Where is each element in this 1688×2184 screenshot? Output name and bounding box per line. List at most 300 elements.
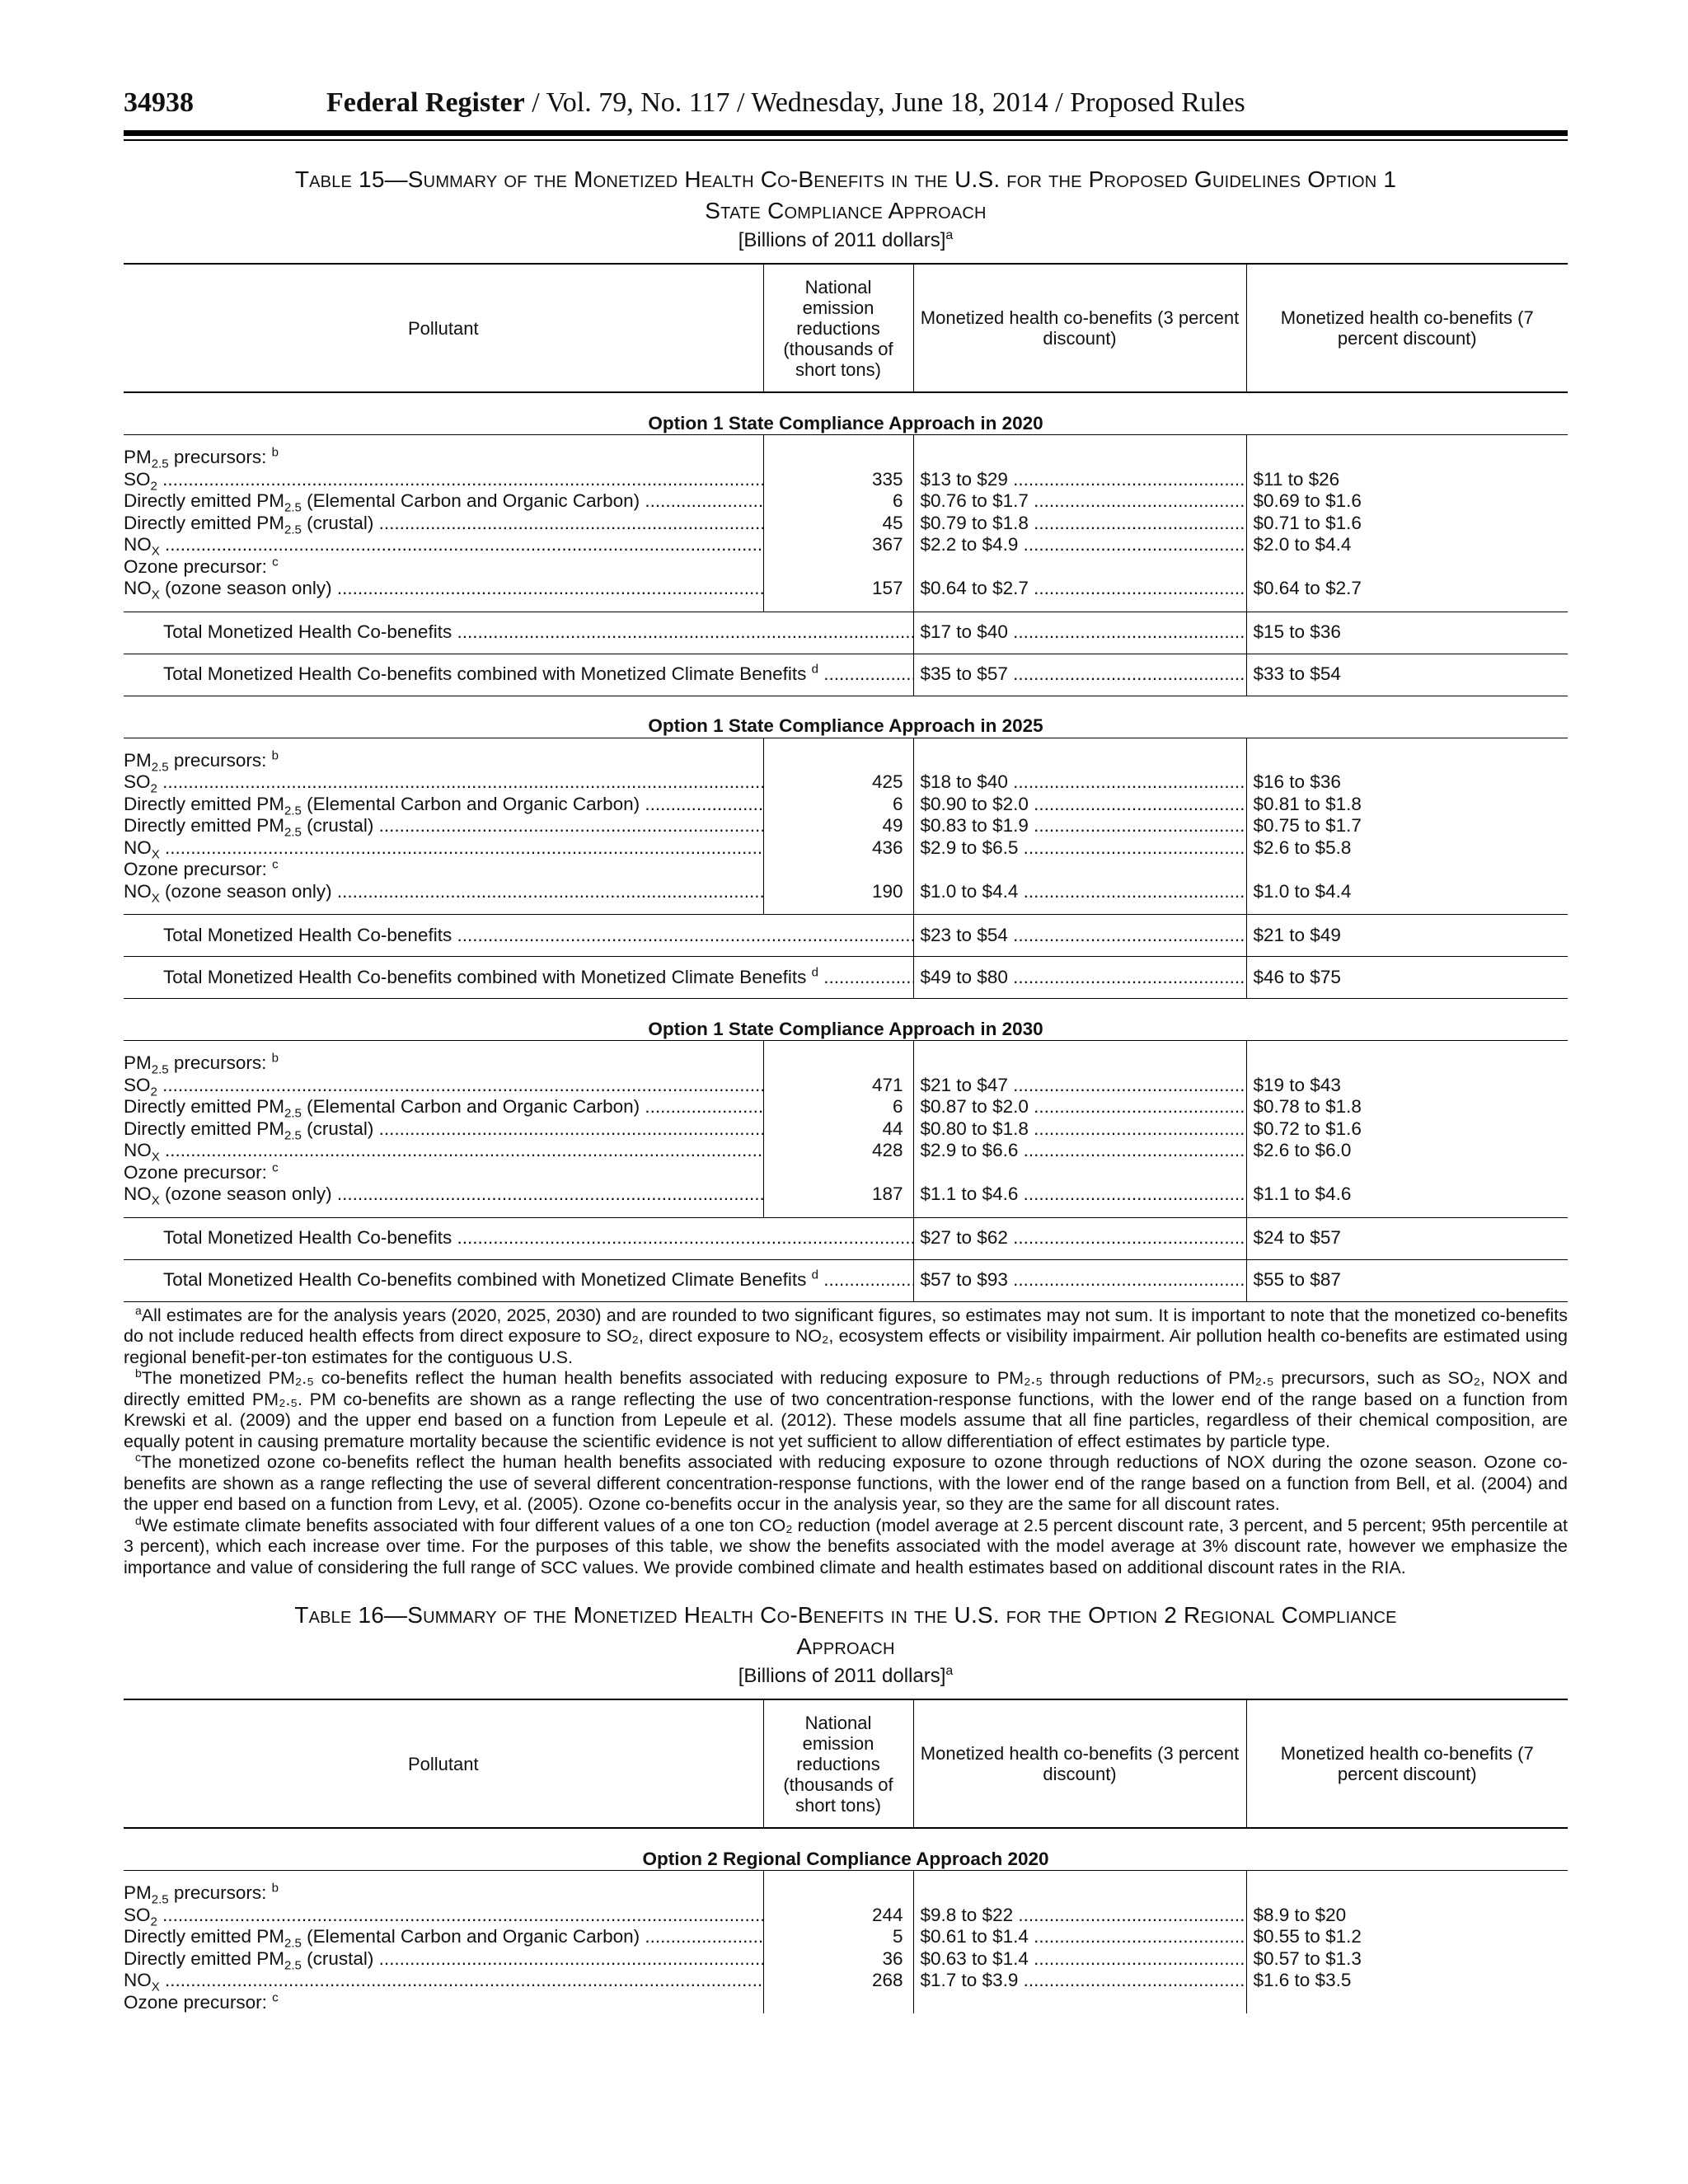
cell-benefits-7pct <box>1246 1183 1568 1206</box>
table15-body <box>124 392 1568 1301</box>
total-climate-7pct-value: $33 to $54 <box>1253 663 1341 685</box>
cell-benefits-3pct <box>913 771 1246 794</box>
footnote-text: We estimate climate benefits associated with four different values of a one ton CO₂ reduction (model average at 2.5 percent discount rate, 3 percent, and 5 percent; 95th percentile at 3 percent), which each increase over time. For the purposes of this table, we show the benefits associated with the model average at 3% discount rate, however we emphasize the importance and value of considering the full range of SCC values. We provide combined climate and health estimates based on additional discount rates in the RIA. <box>124 1515 1568 1577</box>
crustal-label: (crustal) <box>301 512 374 533</box>
cell-reductions <box>763 1075 913 1097</box>
total-7pct-value: $24 to $57 <box>1253 1227 1341 1249</box>
table15-title <box>124 164 1568 227</box>
ozone-precursor-row <box>124 1992 1568 2014</box>
subscript: X <box>151 1980 160 1992</box>
cell-benefits-3pct <box>913 815 1246 837</box>
cell-benefits-3pct <box>913 1992 1246 2014</box>
row-label <box>124 1259 913 1301</box>
cell-benefits-3pct <box>913 534 1246 556</box>
total-3pct-value: $27 to $62 <box>920 1227 1008 1249</box>
cell-benefits-3pct <box>913 1052 1246 1075</box>
cell-benefits-3pct <box>913 1926 1246 1948</box>
ec-oc-row <box>124 1096 1568 1118</box>
benefit-3pct-value: $0.87 to $2.0 <box>920 1096 1029 1117</box>
crustal-label: (crustal) <box>301 1118 374 1139</box>
benefit-7pct-value: $1.6 to $3.5 <box>1253 1970 1352 1990</box>
cell-benefits-3pct <box>913 1217 1246 1259</box>
benefit-3pct-value: $0.76 to $1.7 <box>920 490 1029 511</box>
benefit-7pct-value: $16 to $36 <box>1253 771 1341 792</box>
footnote-ref: d <box>811 662 819 677</box>
cell-benefits-3pct <box>913 1970 1246 1992</box>
benefit-7pct-value: $0.55 to $1.2 <box>1253 1926 1362 1947</box>
pm-label: PM <box>124 447 152 467</box>
table15-subtitle <box>124 228 1568 253</box>
cell-benefits-3pct <box>913 1140 1246 1162</box>
col-header-benefits-3pct: Monetized health co-benefits (3 percent discount) <box>913 1699 1246 1828</box>
cell-reductions <box>763 1183 913 1206</box>
section-heading-row <box>124 696 1568 738</box>
row-label <box>124 469 763 491</box>
row-label <box>124 859 763 881</box>
row-label <box>124 654 913 696</box>
row-label <box>124 1217 913 1259</box>
benefit-7pct-value: $1.1 to $4.6 <box>1253 1183 1352 1204</box>
reduction-value: 5 <box>892 1926 903 1947</box>
row-label <box>124 1118 763 1141</box>
subscript: 2.5 <box>284 825 302 837</box>
cell-benefits-7pct <box>1246 534 1568 556</box>
crustal-row <box>124 1948 1568 1971</box>
nox-row <box>124 1970 1568 1992</box>
ozone-precursor-label: Ozone precursor: <box>124 555 267 577</box>
spacer-row <box>124 738 1568 750</box>
pm-precursors-row <box>124 1882 1568 1905</box>
direct-pm-label: Directly emitted PM <box>124 1926 285 1947</box>
cell-reductions <box>763 1140 913 1162</box>
table16-title-line1: Table 16—Summary of the Monetized Health Co-Benefits in the U.S. for the Option 2 Regional Compliance <box>294 1602 1397 1628</box>
document-page <box>124 82 1568 2013</box>
benefit-3pct-value: $1.1 to $4.6 <box>920 1183 1019 1204</box>
cell-reductions <box>763 1162 913 1184</box>
footnote-ref: b <box>271 447 279 460</box>
cell-reductions <box>763 513 913 535</box>
direct-pm-label: Directly emitted PM <box>124 1947 285 1969</box>
benefit-3pct-value: $0.83 to $1.9 <box>920 815 1029 836</box>
ec-oc-row <box>124 794 1568 816</box>
total-3pct-value: $23 to $54 <box>920 924 1008 945</box>
spacer-row <box>124 1206 1568 1218</box>
reduction-value: 268 <box>871 1970 903 1990</box>
footnote-ref: b <box>271 1882 279 1896</box>
total-climate-row <box>124 957 1568 999</box>
subscript: X <box>151 588 160 600</box>
direct-pm-label: Directly emitted PM <box>124 793 285 814</box>
benefit-3pct-value: $2.9 to $6.6 <box>920 1140 1019 1160</box>
footnote-ref: c <box>272 1991 279 2004</box>
footnote-text: All estimates are for the analysis years (2020, 2025, 2030) and are rounded to two significant figures, so estimates may not sum. It is important to note that the monetized co-benefits do not include reduced health effects from direct exposure to SO₂, direct exposure to NO₂, ecosystem effects or visibility impairment. Air pollution health co-benefits are estimated using regional benefit-per-ton estimates for the contiguous U.S. <box>124 1305 1568 1367</box>
cell-benefits-7pct <box>1246 1217 1568 1259</box>
header-rule-thick <box>124 130 1568 136</box>
cell-benefits-3pct <box>913 612 1246 654</box>
cell-benefits-7pct <box>1246 1905 1568 1927</box>
footnote-text: The monetized PM₂.₅ co-benefits reflect the human health benefits associated with reducing exposure to PM₂.₅ through reductions of PM₂.₅ precursors, such as SO₂, NOX and directly emitted PM₂.₅. PM co-benefits are shown as a range reflecting the use of two concentration-response functions, with the lower end of the range based on a function from Krewski et al. (2009) and the upper end based on a function from Lepeule et al. (2012). These models assume that all fine particles, regardless of their chemical composition, are equally potent in causing premature mortality because the scientific evidence is not yet sufficient to allow differentiation of effect estimates by particle type. <box>124 1368 1568 1451</box>
total-climate-3pct-value: $35 to $57 <box>920 663 1008 685</box>
benefit-3pct-value: $0.63 to $1.4 <box>920 1947 1029 1969</box>
cell-benefits-7pct <box>1246 1118 1568 1141</box>
row-label <box>124 1096 763 1118</box>
subscript: X <box>151 891 160 902</box>
table15 <box>124 263 1568 1302</box>
reduction-value: 335 <box>871 468 903 490</box>
cell-benefits-3pct <box>913 794 1246 816</box>
pm-precursors-row <box>124 750 1568 772</box>
direct-pm-label: Directly emitted PM <box>124 512 285 533</box>
cell-benefits-7pct <box>1246 612 1568 654</box>
cell-benefits-7pct <box>1246 1075 1568 1097</box>
subscript: 2.5 <box>284 1106 302 1118</box>
benefit-7pct-value: $0.64 to $2.7 <box>1253 578 1362 598</box>
reduction-value: 6 <box>892 490 903 511</box>
total-7pct-value: $21 to $49 <box>1253 924 1341 945</box>
benefit-3pct-value: $2.9 to $6.5 <box>920 837 1019 858</box>
reduction-value: 157 <box>871 578 903 598</box>
benefit-3pct-value: $18 to $40 <box>920 771 1008 792</box>
cell-benefits-3pct <box>913 915 1246 957</box>
cell-reductions <box>763 1118 913 1141</box>
total-row <box>124 915 1568 957</box>
table16-units: [Billions of 2011 dollars] <box>738 1665 946 1687</box>
footnote-marker: c <box>135 1450 141 1464</box>
so2-label: SO <box>124 468 151 490</box>
total-climate-row <box>124 654 1568 696</box>
crustal-label: (crustal) <box>301 815 374 836</box>
so2-label: SO <box>124 771 151 792</box>
crustal-row <box>124 815 1568 837</box>
row-label <box>124 447 763 469</box>
row-label <box>124 1052 763 1075</box>
cell-benefits-3pct <box>913 859 1246 881</box>
total-climate-label: Total Monetized Health Co-benefits combined with Monetized Climate Benefits <box>163 663 807 685</box>
cell-reductions <box>763 490 913 513</box>
pm-precursors-row <box>124 447 1568 469</box>
benefit-3pct-value: $1.7 to $3.9 <box>920 1970 1019 1990</box>
subscript: 2.5 <box>284 523 302 534</box>
pm-label: PM <box>124 749 152 771</box>
footnote-ref: a <box>945 1664 954 1678</box>
reduction-value: 6 <box>892 793 903 814</box>
total-climate-label: Total Monetized Health Co-benefits combined with Monetized Climate Benefits <box>163 1269 807 1291</box>
benefit-7pct-value: $0.71 to $1.6 <box>1253 512 1362 533</box>
footnote-marker: b <box>135 1366 142 1380</box>
benefit-7pct-value: $0.78 to $1.8 <box>1253 1096 1362 1117</box>
cell-reductions <box>763 1926 913 1948</box>
subscript: 2.5 <box>284 1958 302 1970</box>
ec-oc-label: (Elemental Carbon and Organic Carbon) <box>301 1096 640 1117</box>
reduction-value: 44 <box>882 1118 903 1139</box>
footnote-ref: c <box>272 1161 279 1174</box>
col-header-pollutant: Pollutant <box>124 264 763 392</box>
row-label <box>124 1992 763 2014</box>
benefit-3pct-value: $21 to $47 <box>920 1074 1008 1095</box>
cell-benefits-3pct <box>913 750 1246 772</box>
nox-label: NO <box>124 534 152 555</box>
row-label <box>124 1905 763 1927</box>
publication-line: Federal Register / Vol. 79, No. 117 / Wednesday, June 18, 2014 / Proposed Rules <box>326 87 1245 118</box>
cell-benefits-7pct <box>1246 1052 1568 1075</box>
pm-precursors-label: precursors: <box>168 1882 267 1903</box>
subscript: 2 <box>150 479 157 490</box>
cell-benefits-7pct <box>1246 1259 1568 1301</box>
total-label: Total Monetized Health Co-benefits <box>163 924 452 945</box>
cell-reductions <box>763 750 913 772</box>
cell-benefits-3pct <box>913 490 1246 513</box>
row-label <box>124 957 913 999</box>
cell-benefits-3pct <box>913 1259 1246 1301</box>
total-climate-row <box>124 1259 1568 1301</box>
ozone-precursor-label: Ozone precursor: <box>124 1161 267 1183</box>
ec-oc-label: (Elemental Carbon and Organic Carbon) <box>301 793 640 814</box>
cell-benefits-3pct <box>913 1882 1246 1905</box>
benefit-7pct-value: $2.6 to $6.0 <box>1253 1140 1352 1160</box>
cell-benefits-7pct <box>1246 915 1568 957</box>
reduction-value: 36 <box>882 1947 903 1969</box>
cell-reductions <box>763 447 913 469</box>
reduction-value: 187 <box>871 1183 903 1204</box>
row-label <box>124 794 763 816</box>
so2-label: SO <box>124 1074 151 1095</box>
so2-row <box>124 771 1568 794</box>
col-header-reductions: National emission reductions (thousands of short tons) <box>763 264 913 392</box>
table15-title-line2: State Compliance Approach <box>705 198 987 223</box>
footnote-ref: c <box>272 859 279 872</box>
footnote-d <box>124 1513 1568 1579</box>
benefit-3pct-value: $2.2 to $4.9 <box>920 534 1019 555</box>
so2-row <box>124 1905 1568 1927</box>
row-label <box>124 1162 763 1184</box>
ozone-precursor-row <box>124 1162 1568 1184</box>
total-climate-7pct-value: $46 to $75 <box>1253 966 1341 987</box>
cell-reductions <box>763 1948 913 1971</box>
subscript: X <box>151 847 160 859</box>
table15-title-line1: Table 15—Summary of the Monetized Health Co-Benefits in the U.S. for the Proposed Guidelines Option 1 <box>294 166 1397 192</box>
spacer-row <box>124 600 1568 612</box>
benefit-7pct-value: $2.6 to $5.8 <box>1253 837 1352 858</box>
footnote-b <box>124 1368 1568 1452</box>
footnote-marker: a <box>135 1303 142 1317</box>
cell-reductions <box>763 881 913 903</box>
cell-benefits-7pct <box>1246 1096 1568 1118</box>
cell-benefits-3pct <box>913 1183 1246 1206</box>
total-label: Total Monetized Health Co-benefits <box>163 621 452 643</box>
total-row <box>124 1217 1568 1259</box>
section-heading: Option 1 State Compliance Approach in 2025 <box>124 696 1568 738</box>
benefit-3pct-value: $0.90 to $2.0 <box>920 793 1029 814</box>
section-heading-row <box>124 999 1568 1041</box>
cell-reductions <box>763 794 913 816</box>
pm-label: PM <box>124 1052 152 1073</box>
nox-label: NO <box>124 1140 152 1160</box>
subscript: 2.5 <box>284 804 302 815</box>
cell-benefits-3pct <box>913 513 1246 535</box>
row-label <box>124 490 763 513</box>
benefit-7pct-value: $0.75 to $1.7 <box>1253 815 1362 836</box>
benefit-7pct-value: $0.69 to $1.6 <box>1253 490 1362 511</box>
total-row <box>124 612 1568 654</box>
crustal-label: (crustal) <box>301 1947 374 1969</box>
cell-benefits-7pct <box>1246 1992 1568 2014</box>
direct-pm-label: Directly emitted PM <box>124 1118 285 1139</box>
footnote-ref: d <box>811 965 819 980</box>
row-label <box>124 1075 763 1097</box>
cell-benefits-7pct <box>1246 513 1568 535</box>
subscript: 2.5 <box>151 1892 169 1905</box>
ec-oc-label: (Elemental Carbon and Organic Carbon) <box>301 490 640 511</box>
cell-benefits-7pct <box>1246 881 1568 903</box>
cell-benefits-7pct <box>1246 837 1568 860</box>
header-rule-thin <box>124 139 1568 141</box>
issue-info: Vol. 79, No. 117 / Wednesday, June 18, 2014 / Proposed Rules <box>546 87 1245 118</box>
subscript: 2.5 <box>284 1936 302 1948</box>
benefit-3pct-value: $9.8 to $22 <box>920 1904 1014 1925</box>
cell-benefits-7pct <box>1246 815 1568 837</box>
so2-row <box>124 1075 1568 1097</box>
cell-benefits-7pct <box>1246 469 1568 491</box>
row-label <box>124 513 763 535</box>
total-7pct-value: $15 to $36 <box>1253 621 1341 643</box>
cell-reductions <box>763 815 913 837</box>
cell-reductions <box>763 556 913 579</box>
nox-label: NO <box>124 1183 152 1204</box>
cell-benefits-3pct <box>913 447 1246 469</box>
cell-reductions <box>763 578 913 600</box>
row-label <box>124 1882 763 1905</box>
cell-benefits-7pct <box>1246 1162 1568 1184</box>
benefit-7pct-value: $0.72 to $1.6 <box>1253 1118 1362 1139</box>
nox-ozone-season-row <box>124 578 1568 600</box>
ozone-season-label: (ozone season only) <box>159 578 332 598</box>
subscript: 2.5 <box>284 1128 302 1140</box>
pm-precursors-label: precursors: <box>168 749 267 771</box>
col-header-benefits-3pct: Monetized health co-benefits (3 percent discount) <box>913 264 1246 392</box>
footnote-text: The monetized ozone co-benefits reflect the human health benefits associated with reducing exposure to ozone through reductions of NOX during the ozone season. Ozone co-benefits are shown as a range reflecting the use of several different concentration-response functions, with the lower end of the range based on a function from Bell, et al. (2004) and the upper end based on a function from Levy, et al. (2005). Ozone co-benefits occur in the analysis year, so they are the same for all discount rates. <box>124 1452 1568 1514</box>
publication-name: Federal Register <box>326 87 525 118</box>
nox-row <box>124 534 1568 556</box>
table15-units: [Billions of 2011 dollars] <box>738 229 946 251</box>
subscript: X <box>151 1150 160 1162</box>
cell-benefits-3pct <box>913 837 1246 860</box>
footnote-ref: a <box>945 228 954 242</box>
table15-header-row <box>124 264 1568 392</box>
cell-benefits-3pct <box>913 1948 1246 1971</box>
so2-label: SO <box>124 1904 151 1925</box>
benefit-7pct-value: $1.0 to $4.4 <box>1253 880 1352 902</box>
direct-pm-label: Directly emitted PM <box>124 1096 285 1117</box>
pm-precursors-label: precursors: <box>168 1052 267 1073</box>
running-header <box>124 82 1568 130</box>
reduction-value: 190 <box>871 880 903 902</box>
cell-reductions <box>763 837 913 860</box>
benefit-7pct-value: $8.9 to $20 <box>1253 1904 1347 1925</box>
row-label <box>124 837 763 860</box>
benefit-3pct-value: $1.0 to $4.4 <box>920 880 1019 902</box>
cell-benefits-3pct <box>913 881 1246 903</box>
cell-benefits-3pct <box>913 1075 1246 1097</box>
spacer-row <box>124 902 1568 915</box>
nox-row <box>124 1140 1568 1162</box>
cell-reductions <box>763 1992 913 2014</box>
row-label <box>124 1926 763 1948</box>
row-label <box>124 1140 763 1162</box>
pm-precursors-label: precursors: <box>168 447 267 467</box>
table16-subtitle <box>124 1664 1568 1689</box>
nox-ozone-season-row <box>124 1183 1568 1206</box>
nox-label: NO <box>124 880 152 902</box>
row-label <box>124 915 913 957</box>
cell-reductions <box>763 1905 913 1927</box>
subscript: 2.5 <box>151 760 169 771</box>
col-header-reductions: National emission reductions (thousands of short tons) <box>763 1699 913 1828</box>
ozone-precursor-label: Ozone precursor: <box>124 859 267 879</box>
cell-benefits-7pct <box>1246 1970 1568 1992</box>
cell-benefits-7pct <box>1246 490 1568 513</box>
reduction-value: 425 <box>871 771 903 792</box>
benefit-3pct-value: $0.61 to $1.4 <box>920 1926 1029 1947</box>
benefit-7pct-value: $2.0 to $4.4 <box>1253 534 1352 555</box>
cell-benefits-7pct <box>1246 1926 1568 1948</box>
subscript: 2.5 <box>151 457 169 469</box>
section-heading-row <box>124 392 1568 435</box>
benefit-3pct-value: $13 to $29 <box>920 468 1008 490</box>
benefit-3pct-value: $0.80 to $1.8 <box>920 1118 1029 1139</box>
row-label <box>124 1948 763 1971</box>
reduction-value: 244 <box>871 1904 903 1925</box>
total-climate-label: Total Monetized Health Co-benefits combined with Monetized Climate Benefits <box>163 966 807 987</box>
cell-reductions <box>763 771 913 794</box>
subscript: 2.5 <box>151 1062 169 1075</box>
table15-footnotes <box>124 1305 1568 1579</box>
total-climate-7pct-value: $55 to $87 <box>1253 1269 1341 1291</box>
total-climate-3pct-value: $57 to $93 <box>920 1269 1008 1291</box>
spacer-row <box>124 1871 1568 1883</box>
nox-ozone-season-row <box>124 881 1568 903</box>
total-climate-3pct-value: $49 to $80 <box>920 966 1008 987</box>
col-header-benefits-7pct: Monetized health co-benefits (7 percent discount) <box>1246 264 1568 392</box>
cell-benefits-3pct <box>913 556 1246 579</box>
section-heading: Option 2 Regional Compliance Approach 2020 <box>124 1828 1568 1871</box>
reduction-value: 471 <box>871 1074 903 1095</box>
footnote-a <box>124 1305 1568 1369</box>
cell-benefits-7pct <box>1246 1948 1568 1971</box>
cell-benefits-7pct <box>1246 1140 1568 1162</box>
cell-benefits-3pct <box>913 578 1246 600</box>
ozone-precursor-label: Ozone precursor: <box>124 1991 267 2013</box>
reduction-value: 49 <box>882 815 903 836</box>
table16 <box>124 1699 1568 2013</box>
cell-benefits-7pct <box>1246 859 1568 881</box>
total-3pct-value: $17 to $40 <box>920 621 1008 643</box>
pm-precursors-row <box>124 1052 1568 1075</box>
subscript: 2 <box>150 781 157 794</box>
nox-label: NO <box>124 1970 152 1990</box>
cell-benefits-7pct <box>1246 447 1568 469</box>
total-label: Total Monetized Health Co-benefits <box>163 1227 452 1249</box>
nox-row <box>124 837 1568 860</box>
cell-reductions <box>763 859 913 881</box>
cell-benefits-3pct <box>913 1118 1246 1141</box>
cell-benefits-7pct <box>1246 654 1568 696</box>
footnote-ref: c <box>272 555 279 569</box>
subscript: 2.5 <box>284 500 302 513</box>
row-label <box>124 1970 763 1992</box>
cell-benefits-3pct <box>913 654 1246 696</box>
page-number: 34938 <box>124 87 194 118</box>
row-label <box>124 750 763 772</box>
